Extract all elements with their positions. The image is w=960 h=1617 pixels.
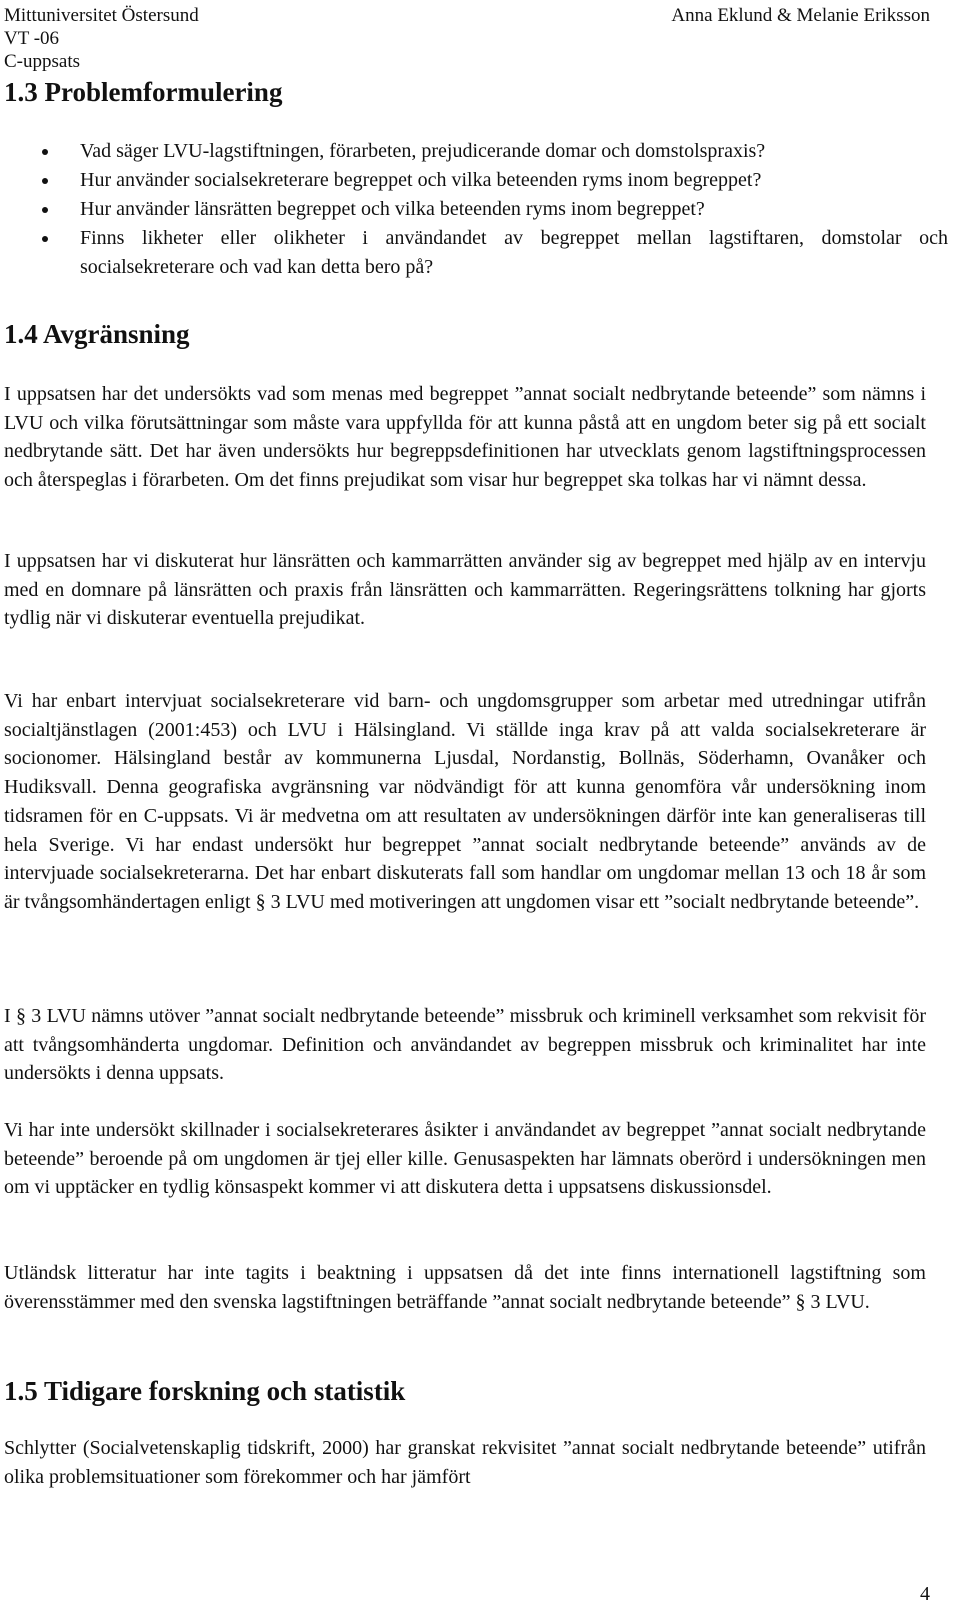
paragraph: I uppsatsen har det undersökts vad som menas med begreppet ”annat socialt nedbrytande beteende” som nämns i LVU och vilka förutsättningar som måste vara uppfyllda för att kunna påstå att en ungdom beter sig på ett socialt nedbrytande sätt. Det har även undersökts hur begreppsdefinitionen har utvecklats genom lagstiftningsprocessen och återspeglas i förarbeten. Om det finns prejudikat som visar hur begreppet ska tolkas har vi nämnt dessa. bbox=[4, 383, 926, 492]
paragraph: I § 3 LVU nämns utöver ”annat socialt nedbrytande beteende” missbruk och kriminell verksamhet som rekvisit för att tvångsomhänderta ungdomar. Definition och användandet av begreppen missbruk och kriminalitet har inte undersökts i denna uppsats. bbox=[4, 1005, 926, 1085]
bullet-icon bbox=[42, 236, 48, 242]
header-course: C-uppsats bbox=[4, 51, 80, 72]
list-item bbox=[0, 166, 960, 195]
bullet-text: Finns likheter eller olikheter i användandet av begreppet mellan lagstiftaren, domstolar och socialsekreterare och vad kan detta bero på? bbox=[80, 227, 948, 278]
header-authors: Anna Eklund & Melanie Eriksson bbox=[671, 5, 930, 26]
paragraph: Vi har inte undersökt skillnader i socialsekreterares åsikter i användandet av begreppet ”annat socialt nedbrytande beteende” beroende på om ungdomen är tjej eller kille. Genusaspekten har lämnats oberörd i undersökningen men om vi upptäcker en tydlig könsaspekt kommer vi att diskutera detta i uppsatsens diskussionsdel. bbox=[4, 1119, 926, 1199]
header-term: VT -06 bbox=[4, 28, 60, 49]
list-item bbox=[0, 137, 960, 166]
heading-avgransning: 1.4 Avgränsning bbox=[4, 319, 190, 349]
bullet-text: Vad säger LVU-lagstiftningen, förarbeten, prejudicerande domar och domstolspraxis? bbox=[80, 140, 766, 162]
bullet-text: Hur använder socialsekreterare begreppet och vilka beteenden ryms inom begreppet? bbox=[80, 169, 762, 191]
bullet-icon bbox=[42, 178, 48, 184]
bullet-icon bbox=[42, 149, 48, 155]
bullet-text: Hur använder länsrätten begreppet och vilka beteenden ryms inom begreppet? bbox=[80, 198, 705, 220]
header-university: Mittuniversitet Östersund bbox=[4, 5, 199, 26]
page-number: 4 bbox=[920, 1583, 930, 1605]
page-header-left bbox=[4, 4, 199, 73]
heading-problemformulering: 1.3 Problemformulering bbox=[4, 77, 283, 107]
list-item bbox=[0, 224, 960, 282]
list-item bbox=[0, 195, 960, 224]
paragraph: Utländsk litteratur har inte tagits i beaktning i uppsatsen då det inte finns internationell lagstiftning som överensstämmer med den svenska lagstiftningen beträffande ”annat socialt nedbrytande beteende” § 3 LVU. bbox=[4, 1262, 926, 1313]
heading-tidigare-forskning: 1.5 Tidigare forskning och statistik bbox=[4, 1376, 406, 1406]
paragraph: Vi har enbart intervjuat socialsekreterare vid barn- och ungdomsgrupper som arbetar med utredningar utifrån socialtjänstlagen (2001:453) och LVU i Hälsingland. Vi ställde inga krav på att valda socialsekreterare är socionomer. Hälsingland består av kommunerna Ljusdal, Nordanstig, Bollnäs, Söderhamn, Ovanåker och Hudiksvall. Denna geografiska avgränsning var nödvändigt för att kunna genomföra vår undersökning inom tidsramen för en C-uppsats. Vi är medvetna om att resultaten av undersökningen därför inte kan generaliseras till hela Sverige. Vi har endast undersökt hur begreppet ”annat socialt nedbrytande beteende” används av de intervjuade socialsekreterarna. Det har enbart diskuterats fall som handlar om ungdomar mellan 13 och 18 år som är tvångsomhändertagen enligt § 3 LVU med motiveringen att ungdomen visar ett ”socialt nedbrytande beteende”. bbox=[4, 690, 926, 913]
bullet-icon bbox=[42, 207, 48, 213]
paragraph: Schlytter (Socialvetenskaplig tidskrift, 2000) har granskat rekvisitet ”annat socialt nedbrytande beteende” utifrån olika problemsituationer som förekommer och har jämfört bbox=[4, 1437, 926, 1488]
problem-bullet-list bbox=[0, 137, 960, 282]
paragraph: I uppsatsen har vi diskuterat hur länsrätten och kammarrätten använder sig av begreppet med hjälp av en intervju med en domnare på länsrätten och praxis från länsrätten och kammarrätten. Regeringsrättens tolkning har gjorts tydlig när vi diskuterar eventuella prejudikat. bbox=[4, 550, 926, 630]
